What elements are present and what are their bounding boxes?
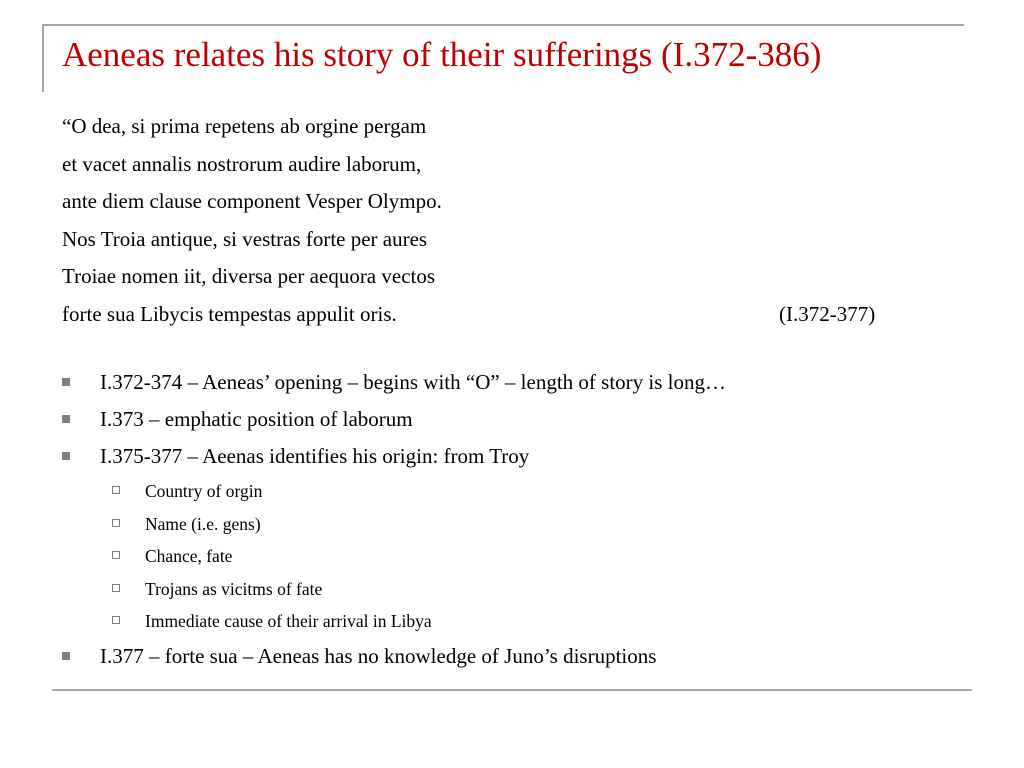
sub-list-item-text: Chance, fate (145, 546, 233, 566)
verse-line: “O dea, si prima repetens ab orgine pergam (62, 114, 427, 138)
hollow-square-bullet-icon (112, 519, 120, 527)
filled-square-bullet-icon (62, 415, 70, 423)
list-item (62, 364, 962, 401)
filled-square-bullet-icon (62, 452, 70, 460)
sub-list-item-text: Immediate cause of their arrival in Libya (145, 611, 432, 631)
sub-list-item (62, 573, 962, 606)
hollow-square-bullet-icon (112, 584, 120, 592)
verse-line-text: forte sua Libycis tempestas appulit oris. (62, 301, 397, 326)
bullet-list (62, 364, 962, 675)
bottom-rule (52, 689, 972, 691)
left-rule (42, 24, 44, 92)
latin-verse-block (62, 108, 902, 333)
slide-title: Aeneas relates his story of their sufferings (I.372-386) (62, 35, 822, 74)
hollow-square-bullet-icon (112, 551, 120, 559)
list-item-text: I.377 – forte sua – Aeneas has no knowledge of Juno’s disruptions (100, 643, 657, 668)
verse-line: et vacet annalis nostrorum audire laborum, (62, 151, 422, 176)
sub-list-item-text: Country of orgin (145, 481, 263, 501)
hollow-square-bullet-icon (112, 616, 120, 624)
sub-list-item (62, 508, 962, 541)
verse-line-last (62, 296, 902, 334)
sub-list-item (62, 475, 962, 508)
list-item-text: I.375-377 – Aeenas identifies his origin: from Troy (100, 444, 530, 468)
list-item (62, 438, 962, 475)
sub-list-item (62, 540, 962, 573)
list-item-text: I.372-374 – Aeneas’ opening – begins with “O” – length of story is long… (100, 370, 727, 394)
verse-line: Troiae nomen iit, diversa per aequora vectos (62, 264, 436, 288)
sub-list-item-text: Trojans as vicitms of fate (145, 578, 323, 599)
top-rule (42, 24, 964, 26)
list-item (62, 638, 962, 675)
sub-list-item-text: Name (i.e. gens) (145, 513, 261, 534)
filled-square-bullet-icon (62, 378, 70, 386)
hollow-square-bullet-icon (112, 486, 120, 494)
verse-line: Nos Troia antique, si vestras forte per aures (62, 226, 428, 251)
sub-list-item (62, 605, 962, 638)
list-item-text: I.373 – emphatic position of laborum (100, 407, 413, 431)
verse-line: ante diem clause component Vesper Olympo. (62, 189, 442, 213)
filled-square-bullet-icon (62, 652, 70, 660)
verse-citation: (I.372-377) (779, 301, 876, 326)
list-item (62, 401, 962, 438)
